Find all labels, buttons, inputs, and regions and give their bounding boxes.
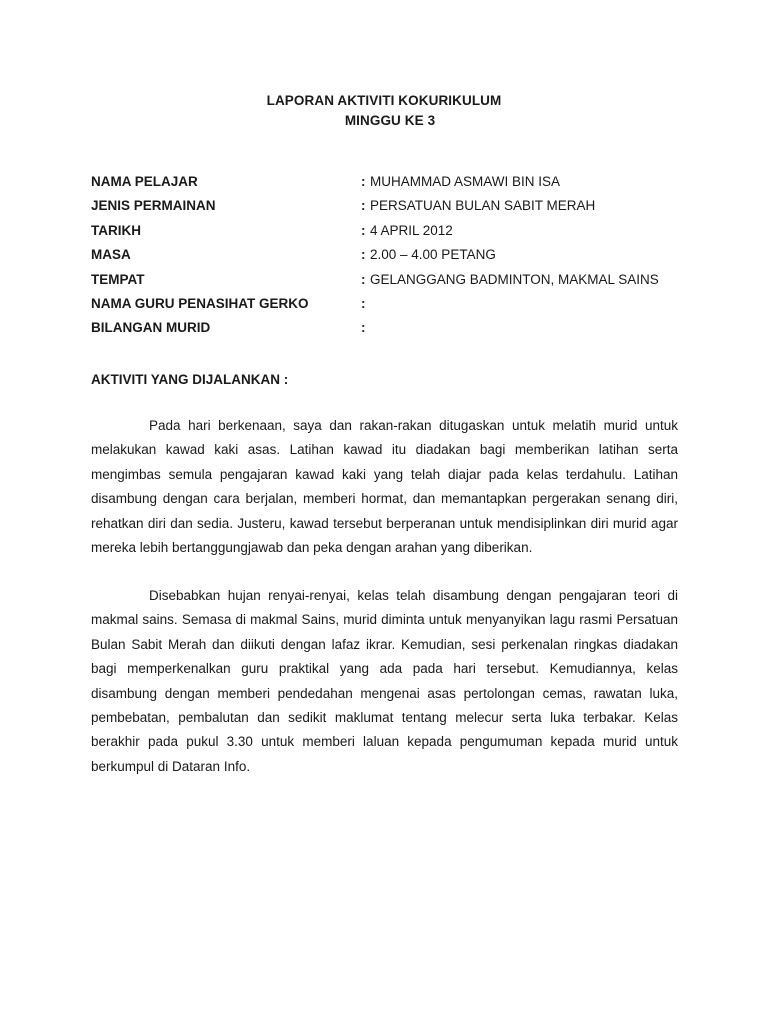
info-value: MUHAMMAD ASMAWI BIN ISA xyxy=(370,174,561,189)
student-info-table xyxy=(91,173,691,344)
info-row-masa xyxy=(91,246,691,270)
section-heading: AKTIVITI YANG DIJALANKAN : xyxy=(91,372,289,387)
info-row-tempat xyxy=(91,271,691,295)
info-value: 4 APRIL 2012 xyxy=(370,222,453,238)
info-colon: : xyxy=(361,174,366,189)
info-value: PERSATUAN BULAN SABIT MERAH xyxy=(370,198,596,214)
info-colon: : xyxy=(361,271,366,287)
info-label: TARIKH xyxy=(91,222,141,238)
info-colon: : xyxy=(361,295,366,311)
info-row-tarikh xyxy=(91,222,691,246)
info-row-bilangan-murid xyxy=(91,319,691,343)
info-label: BILANGAN MURID xyxy=(91,320,211,336)
info-label: NAMA GURU PENASIHAT GERKO xyxy=(91,295,309,311)
body-paragraph: Disebabkan hujan renyai-renyai, kelas telah disambung dengan pengajaran teori di makmal sains. Semasa di makmal Sains, murid diminta untuk menyanyikan lagu rasmi Persatuan Bulan Sabit Merah dan diikuti dengan lafaz ikrar. Kemudian, sesi perkenalan ringkas diadakan bagi memperkenalkan guru praktikal yang ada pada hari tersebut. Kemudiannya, kelas disambung dengan memberi pendedahan mengenai asas pertolongan cemas, rawatan luka, pembebatan, pembalutan dan sedikit maklumat tentang melecur serta luka terbakar. Kelas berakhir pada pukul 3.30 untuk memberi laluan kepada pengumuman kepada murid untuk berkumpul di Dataran Info. xyxy=(91,588,678,774)
info-colon: : xyxy=(361,222,366,238)
info-label: NAMA PELAJAR xyxy=(91,174,198,189)
body-paragraph: Pada hari berkenaan, saya dan rakan-rakan ditugaskan untuk melatih murid untuk melakukan kawad kaki asas. Latihan kawad itu diadakan bagi memberikan latihan serta mengimbas semula pengajaran kawad kaki yang telah diajar pada kelas terdahulu. Latihan disambung dengan cara berjalan, memberi hormat, dan memantapkan pergerakan senang diri, rehatkan diri dan sedia. Justeru, kawad tersebut berperanan untuk mendisiplinkan diri murid agar mereka lebih bertanggungjawab dan peka dengan arahan yang diberikan. xyxy=(91,418,678,556)
info-row-nama-guru xyxy=(91,295,691,319)
info-value: GELANGGANG BADMINTON, MAKMAL SAINS xyxy=(370,271,659,287)
info-row-jenis-permainan xyxy=(91,197,691,221)
info-colon: : xyxy=(361,320,366,336)
info-colon: : xyxy=(361,247,366,263)
document-title: LAPORAN AKTIVITI KOKURIKULUM xyxy=(266,93,502,108)
info-colon: : xyxy=(361,198,366,214)
info-label: MASA xyxy=(91,247,131,263)
info-label: JENIS PERMAINAN xyxy=(91,198,216,214)
info-label: TEMPAT xyxy=(91,271,145,287)
info-value: 2.00 – 4.00 PETANG xyxy=(370,247,496,263)
info-row-nama-pelajar xyxy=(91,173,691,197)
document-subtitle: MINGGU KE 3 xyxy=(344,113,436,128)
